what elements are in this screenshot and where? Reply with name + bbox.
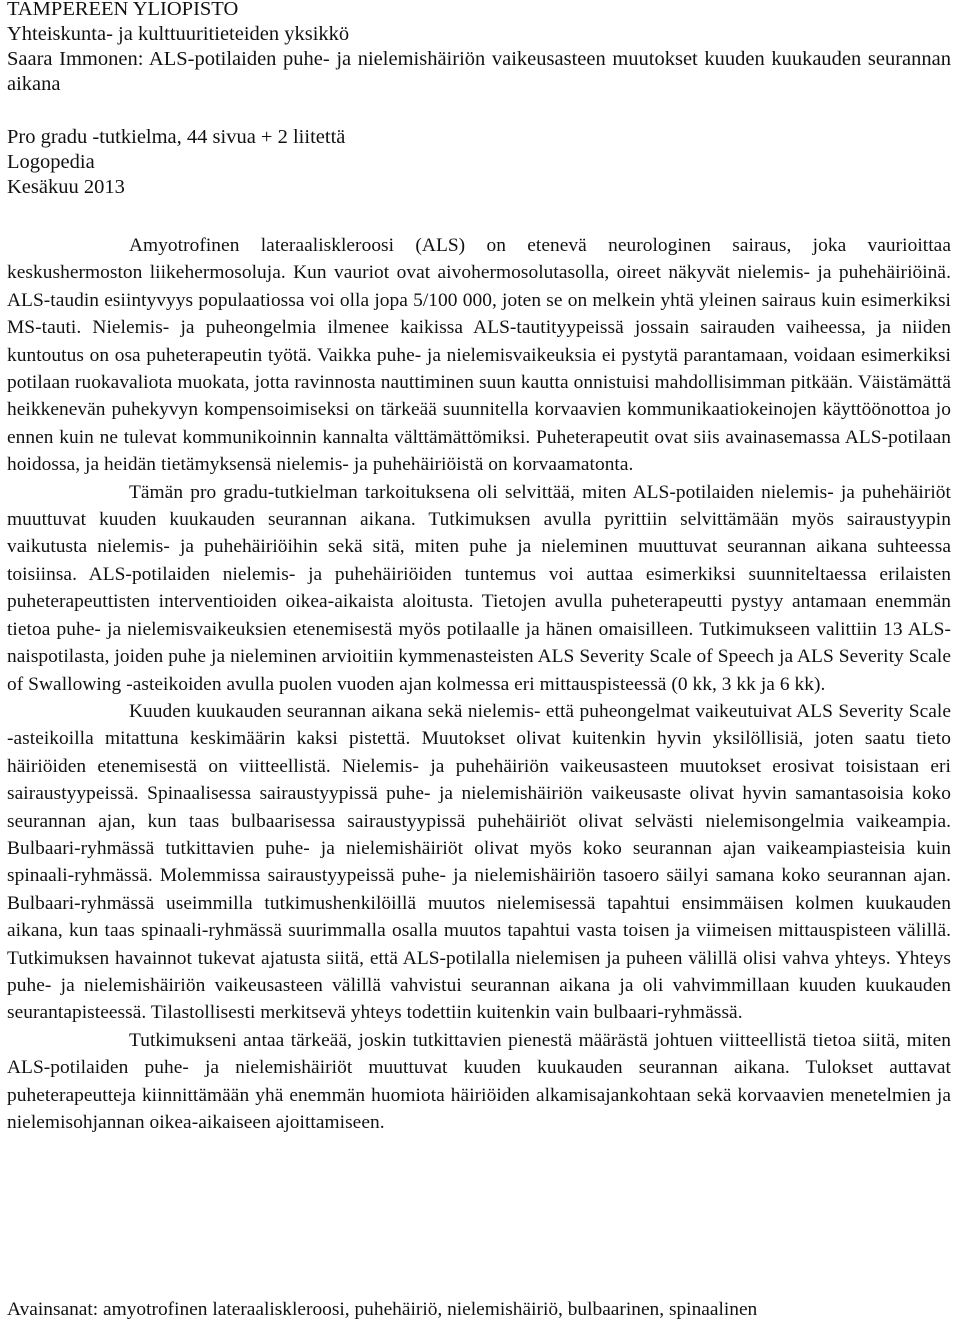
abstract-paragraph: Tämän pro gradu-tutkielman tarkoituksena oli selvittää, miten ALS-potilaiden nielemis- ja puhehäiriöt muuttuvat kuuden kuukauden seurannan aikana. Tutkimuksen avulla pyrittiin selvittämään myös sairaustyypin vaikutusta nielemis- ja puhehäiriöihin sekä sitä, miten puhe ja nieleminen muuttuvat seurannan aikana suhteessa toisiinsa. ALS-potilaiden nielemis- ja puhehäiriöiden tuntemus voi auttaa esimerkiksi suunniteltaessa erilaisten puheterapeuttisten interventioiden oikea-aikaista aloitusta. Tietojen avulla puheterapeutti pystyy antamaan enemmän tietoa puhe- ja nielemisvaikeuksien etenemisestä myös potilaalle ja hänen omaisilleen. Tutkimukseen valittiin 13 ALS-naispotilasta, joiden puhe ja nieleminen arvioitiin kymmenasteisten ALS Severity Scale of Speech ja ALS Severity Scale of Swallowing -asteikoiden avulla puolen vuoden ajan kolmessa eri mittauspisteessä (0 kk, 3 kk ja 6 kk). <box>7 481 951 695</box>
abstract-paragraph: Tutkimukseni antaa tärkeää, joskin tutkittavien pienestä määrästä johtuen viitteellistä tietoa siitä, miten ALS-potilaiden puhe- ja nielemishäiriöt muuttuvat kuuden kuukauden seurannan aikana. Tulokset auttavat puheterapeutteja kiinnittämään yhä enemmän huomiota häiriöiden alkamisajankohtaan sekä korvaavien menetelmien ja nielemisohjannan oikea-aikaiseen ajoittamiseen. <box>7 1029 951 1133</box>
header-block <box>7 0 951 97</box>
university-name: TAMPEREEN YLIOPISTO <box>7 0 239 20</box>
abstract-body <box>7 232 951 1136</box>
abstract-paragraph: Kuuden kuukauden seurannan aikana sekä nielemis- että puheongelmat vaikeutuivat ALS Severity Scale -asteikoilla mitattuna keskimäärin kaksi pistettä. Muutokset olivat kuitenkin hyvin yksilöllisiä, joten saatu tieto häiriöiden etenemisestä on viitteellistä. Nielemis- ja puhehäiriön vaikeusasteen muutokset erosivat toisistaan eri sairaustyypeissä. Spinaalisessa sairaustyypissä puhe- ja nielemishäiriön vaikeusaste olivat hyvin samantasoisia koko seurannan ajan, kun taas bulbaarisessa sairaustyypissä puhehäiriöt olivat selvästi nielemisongelmia vaikeampia. Bulbaari-ryhmässä tutkittavien puhe- ja nielemishäiriöt olivat myös koko seurannan ajan vaikeampiasteisia kuin spinaali-ryhmässä. Molemmissa sairaustyypeissä puhe- ja nielemishäiriön tasoero säilyi samana koko seurannan ajan. Bulbaari-ryhmässä useimmilla tutkimushenkilöillä muutos nielemisessä tapahtui ensimmäisen kolmen kuukauden aikana, kun taas spinaali-ryhmässä suurimmalla osalla muutos tapahtui vasta toisen ja viimeisen mittauspisteen välillä. Tutkimuksen havainnot tukevat ajatusta siitä, että ALS-potilalla nielemisen ja puheen välillä olisi vahva yhteys. Yhteys puhe- ja nielemishäiriön vaikeusasteen välillä vahvistui seurannan aikana ja oli vahvimmillaan kuuden kuukauden seurantapisteessä. Tilastollisesti merkitsevä yhteys todettiin kuitenkin vain bulbaari-ryhmässä. <box>7 700 951 1024</box>
thesis-info: Pro gradu -tutkielma, 44 sivua + 2 liitettä <box>7 126 346 148</box>
date: Kesäkuu 2013 <box>7 176 125 198</box>
subject: Logopedia <box>7 151 95 173</box>
keywords-line: Avainsanat: amyotrofinen lateraaliskleroosi, puhehäiriö, nielemishäiriö, bulbaarinen, spinaalinen <box>7 1299 758 1320</box>
abstract-paragraph: Amyotrofinen lateraaliskleroosi (ALS) on etenevä neurologinen sairaus, joka vaurioittaa keskushermoston liikehermosoluja. Kun vauriot ovat aivohermosolutasolla, oireet näkyvät nielemis- ja puhehäiriöinä. ALS-taudin esiintyvyys populaatiossa voi olla jopa 5/100 000, joten se on melkein yhtä yleinen sairaus kuin esimerkiksi MS-tauti. Nielemis- ja puheongelmia ilmenee kaikissa ALS-tautityypeissä jossain sairauden vaiheessa, ja niiden kuntoutus on osa puheterapeutin työtä. Vaikka puhe- ja nielemisvaikeuksia ei pystytä parantamaan, voidaan esimerkiksi potilaan ruokavaliota muokata, jotta ravinnosta nauttiminen suun kautta onnistuisi mahdollisimman pitkään. Väistämättä heikkenevän puhekyvyn kompensoimiseksi on tärkeää suunnitella korvaavien kommunikaatiokeinojen käyttöönottoa jo ennen kuin ne tulevat kommunikoinnin kannalta välttämättömiksi. Puheterapeutit ovat siis avainasemassa ALS-potilaan hoidossa, ja heidän tietämyksensä nielemis- ja puhehäiriöistä on korvaamatonta. <box>7 235 951 476</box>
unit-name: Yhteiskunta- ja kulttuuritieteiden yksikkö <box>7 23 350 45</box>
author-and-title: Saara Immonen: ALS-potilaiden puhe- ja nielemishäiriön vaikeusasteen muutokset kuuden kuukauden seurannan aikana <box>7 48 951 95</box>
meta-block <box>7 125 345 200</box>
